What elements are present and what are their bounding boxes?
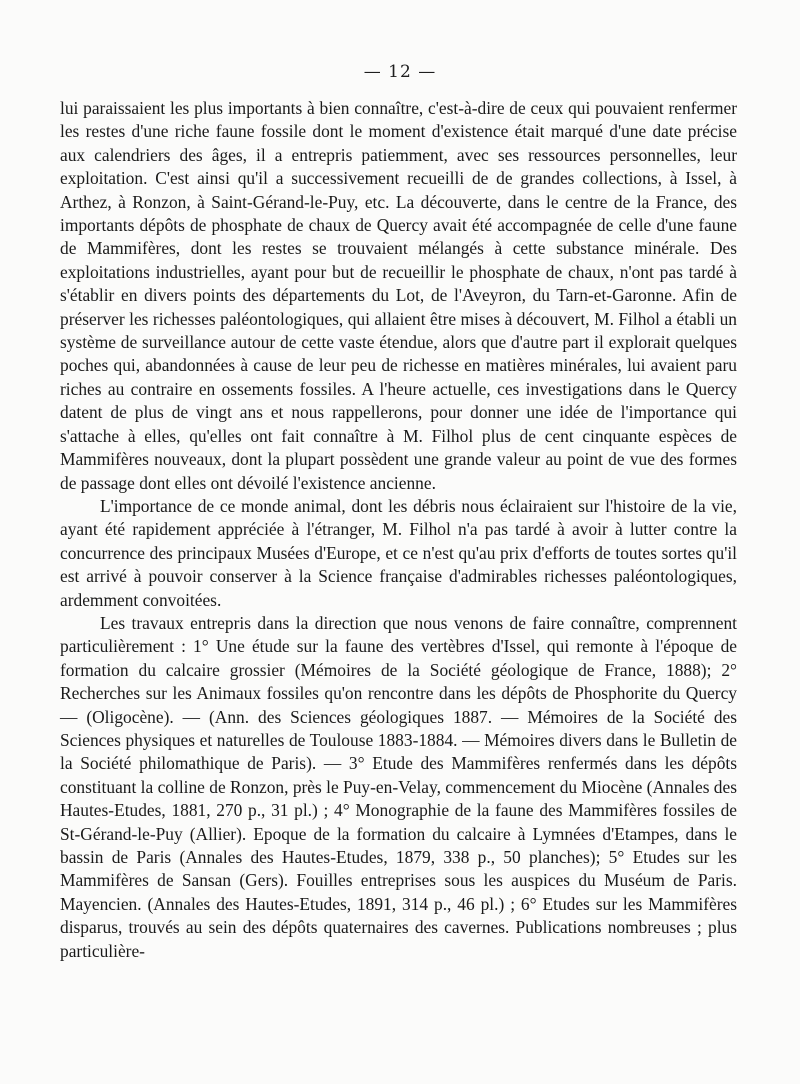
- page-number: — 12 —: [363, 62, 437, 82]
- paragraph-3: Les travaux entrepris dans la direction que nous venons de faire connaître, comprennent particulièrement : 1° Une étude sur la faune des vertèbres d'Issel, qui remonte à l'époque de formation du calcaire grossier (Mémoires de la Société géologique de France, 1888); 2° Recherches sur les Animaux fossiles qu'on rencontre dans les dépôts de Phosphorite du Quercy — (Oligocène). — (Ann. des Sciences géologiques 1887. — Mémoires de la Société des Sciences physiques et naturelles de Toulouse 1883-1884. — Mémoires divers dans le Bulletin de la Société philomathique de Paris). — 3° Etude des Mammifères renfermés dans les dépôts constituant la colline de Ronzon, près le Puy-en-Velay, commencement du Miocène (Annales des Hautes-Etudes, 1881, 270 p., 31 pl.) ; 4° Monographie de la faune des Mammifères fossiles de St-Gérand-le-Puy (Allier). Epoque de la formation du calcaire à Lymnées d'Etampes, dans le bassin de Paris (Annales des Hautes-Etudes, 1879, 338 p., 50 planches); 5° Etudes sur les Mammifères de Sansan (Gers). Fouilles entreprises sous les auspices du Muséum de Paris. Mayencien. (Annales des Hautes-Etudes, 1891, 314 p., 46 pl.) ; 6° Etudes sur les Mammifères disparus, trouvés au sein des dépôts quaternaires des cavernes. Publications nombreuses ; plus particulière-: [60, 612, 737, 961]
- paragraph-2: L'importance de ce monde animal, dont les débris nous éclairaient sur l'histoire de la vie, ayant été rapidement appréciée à l'étranger, M. Filhol n'a pas tardé à avoir à lutter contre la concurrence des principaux Musées d'Europe, et ce n'est qu'au prix d'efforts de toutes sortes qu'il est arrivé à pouvoir conserver à la Science française d'admirables richesses paléontologiques, ardemment convoitées.: [60, 495, 737, 610]
- paragraph-1: lui paraissaient les plus importants à bien connaître, c'est-à-dire de ceux qui pouvaient renfermer les restes d'une riche faune fossile dont le moment d'existence était marqué d'une date précise aux calendriers des âges, il a entrepris patiemment, avec ses ressources personnelles, leur exploitation. C'est ainsi qu'il a successivement recueilli de de grandes collections, à Issel, à Arthez, à Ronzon, à Saint-Gérand-le-Puy, etc. La découverte, dans le centre de la France, des importants dépôts de phosphate de chaux de Quercy avait été accompagnée de celle d'une faune de Mammifères, dont les restes se trouvaient mélangés à cette substance minérale. Des exploitations industrielles, ayant pour but de recueillir le phosphate de chaux, n'ont pas tardé à s'établir en divers points des départements du Lot, de l'Aveyron, du Tarn-et-Garonne. Afin de préserver les richesses paléontologiques, qui allaient être mises à découvert, M. Filhol a établi un système de surveillance autour de cette vaste étendue, alors que d'autre part il explorait quelques poches qui, abandonnées à cause de leur peu de richesse en matières minérales, lui avaient paru riches au contraire en ossements fossiles. A l'heure actuelle, ces investigations dans le Quercy datent de plus de vingt ans et nous rappellerons, pour donner une idée de l'importance qui s'attache à elles, qu'elles ont fait connaître à M. Filhol plus de cent cinquante espèces de Mammifères nouveaux, dont la plupart possèdent une grande valeur au point de vue des formes de passage dont elles ont dévoilé l'existence ancienne.: [60, 98, 737, 493]
- body-text: [60, 97, 737, 963]
